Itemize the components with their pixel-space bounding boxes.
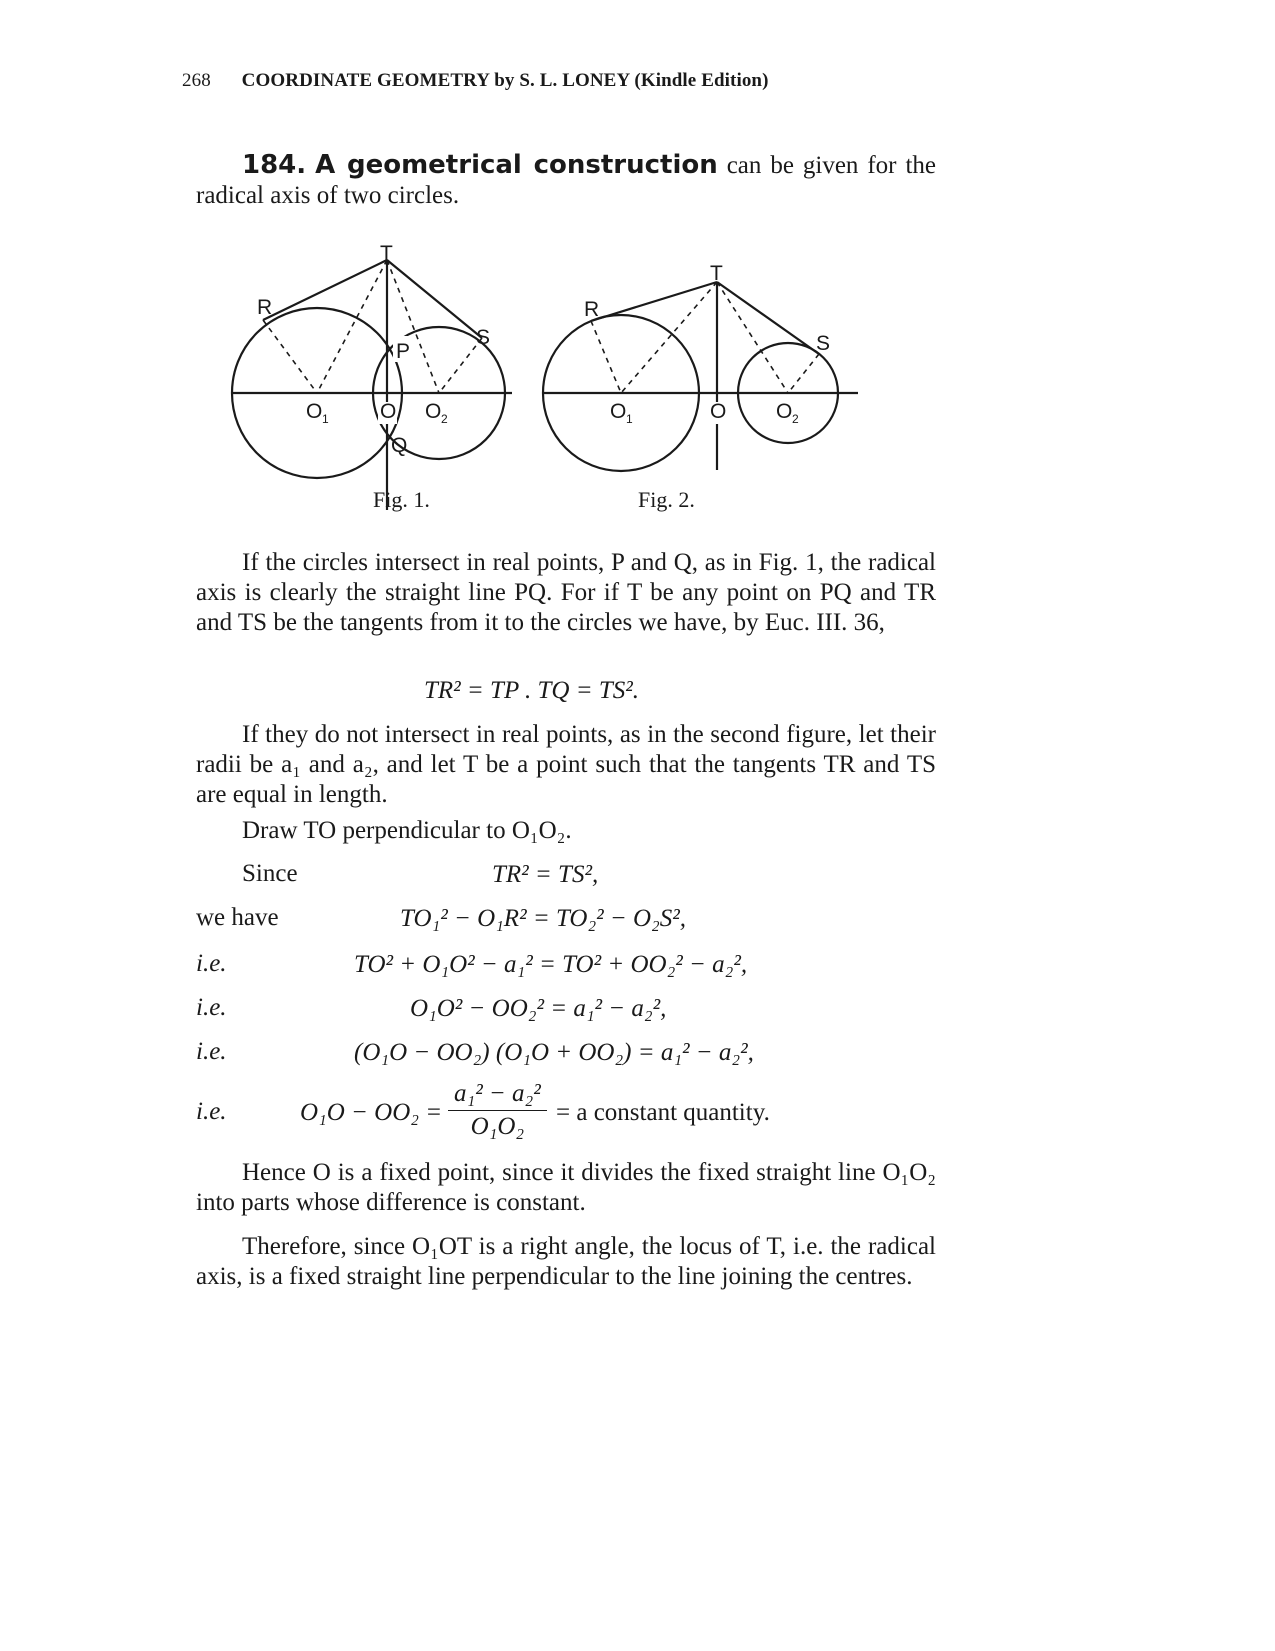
fig2-dashed-TO2 <box>717 282 788 393</box>
equation-ie-4-fraction <box>448 1080 547 1141</box>
fig1-label-O1-sub: 1 <box>322 412 329 426</box>
section-intro <box>196 150 936 211</box>
page-number: 268 <box>182 70 211 91</box>
fig2-label-R: R <box>584 298 600 321</box>
equation-ie-1: TO² + O₁O² − a₁² = TO² + OO₂² − a₂², <box>354 951 748 978</box>
fig2-radius-O2S <box>788 354 819 393</box>
equation-ie-3: (O₁O − OO₂) (O₁O + OO₂) = a₁² − a₂², <box>354 1039 754 1066</box>
fig1-label-O2: O <box>425 400 442 423</box>
fig2-label-O2: O <box>776 400 793 423</box>
section-title: A geometrical construction <box>315 150 718 180</box>
equation-wehave: TO₁² − O₁R² = TO₂² − O₂S², <box>400 905 686 932</box>
paragraph-1: If the circles intersect in real points, P and Q, as in Fig. 1, the radical axis is clearly the straight line PQ. For if T be any point on PQ and TR and TS be the tangents from it to the circles we have, by Euc. III. 36, <box>196 549 936 636</box>
fig2-label-O2-sub: 2 <box>792 412 799 426</box>
running-header <box>182 70 769 92</box>
fig2-tangent-TR <box>591 282 717 321</box>
fig1-label-R: R <box>257 296 273 319</box>
book-title: COORDINATE GEOMETRY by S. L. LONEY (Kindle Edition) <box>241 70 769 91</box>
equation-ie-4-lhs: O₁O − OO₂ = <box>300 1099 443 1126</box>
fig1-radius-O1R <box>263 320 317 393</box>
fig1-label-Q: Q <box>391 434 408 457</box>
section-number: 184. <box>242 150 307 180</box>
fig2-label-S: S <box>816 332 831 355</box>
fig1-label-O2-sub: 2 <box>441 412 448 426</box>
fig2-tangent-TS <box>717 282 819 354</box>
ie-label-4: i.e. <box>196 1098 227 1125</box>
equation-since: TR² = TS², <box>492 861 599 888</box>
paragraph-3: Draw TO perpendicular to O₁O₂. <box>242 817 572 844</box>
fig2-dashed-TO1 <box>621 282 717 393</box>
fig1-diagram <box>232 260 512 510</box>
wehave-label: we have <box>196 904 279 931</box>
fig1-label-O1: O <box>306 400 323 423</box>
since-label: Since <box>242 860 298 887</box>
fig2-label-O: O <box>710 400 727 423</box>
fig1-label-P: P <box>396 340 411 363</box>
ie-label-1: i.e. <box>196 950 227 977</box>
paragraph-4: Hence O is a fixed point, since it divides the fixed straight line O₁O₂ into parts whose difference is constant. <box>196 1159 936 1216</box>
section-intro-text: can be given for the radical axis of two circles. <box>196 152 936 209</box>
fig2-label-O1: O <box>610 400 627 423</box>
equation-ie-2: O₁O² − OO₂² = a₁² − a₂², <box>410 995 667 1022</box>
paragraph-2: If they do not intersect in real points, as in the second figure, let their radii be a₁ and a₂, and let T be a point such that the tangents TR and TS are equal in length. <box>196 721 936 808</box>
fig1-label-O: O <box>380 400 397 423</box>
ie-label-3: i.e. <box>196 1038 227 1065</box>
paragraph-5: Therefore, since O₁OT is a right angle, the locus of T, i.e. the radical axis, is a fixed straight line perpendicular to the line joining the centres. <box>196 1233 936 1290</box>
ie-label-2: i.e. <box>196 994 227 1021</box>
fig2-caption: Fig. 2. <box>638 487 695 512</box>
fig2-label-T: T <box>710 262 723 285</box>
fig2-radius-O1R <box>591 321 621 393</box>
equation-1: TR² = TP . TQ = TS². <box>424 677 639 704</box>
fig1-label-S: S <box>476 326 491 349</box>
figures-svg <box>220 238 940 538</box>
fig1-tangent-TR <box>263 260 387 320</box>
equation-ie-4-rhs: = a constant quantity. <box>556 1099 770 1126</box>
fig1-caption: Fig. 1. <box>373 487 430 512</box>
fig1-label-T: T <box>380 242 393 265</box>
fraction-denominator: O₁O₂ <box>470 1113 525 1140</box>
fraction-numerator: a₁² − a₂² <box>448 1080 547 1111</box>
fig2-label-O1-sub: 1 <box>626 412 633 426</box>
